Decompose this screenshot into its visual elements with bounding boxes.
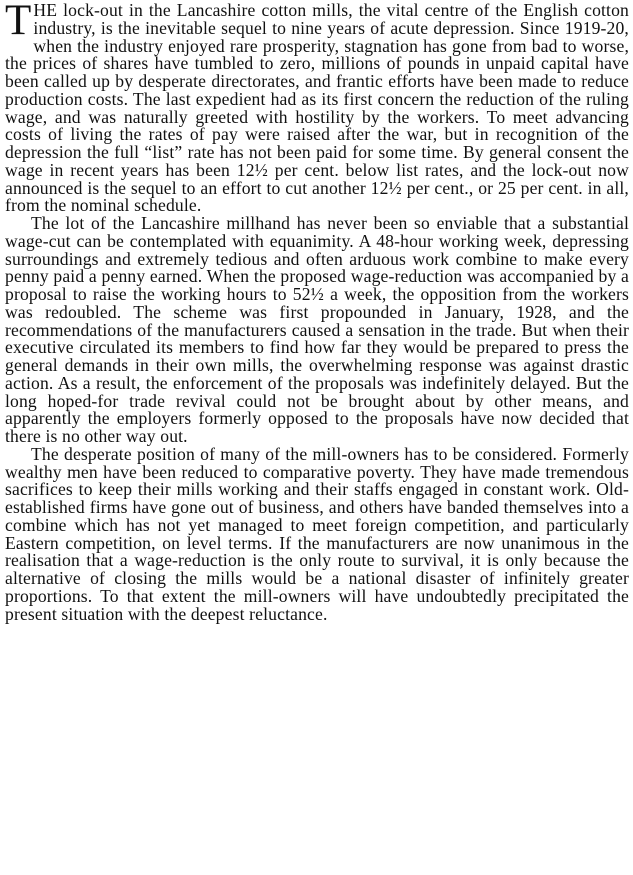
paragraph-2: The lot of the Lancashire millhand has never been so enviable that a substantial wage-cut can be contemplated with equanimity. A 48-hour working week, depressing surroundings and extremely tedious and often arduous work combine to make every penny paid a penny earned. When the proposed wage-reduction was accompanied by a proposal to raise the working hours to 52½ a week, the opposition from the workers was redoubled. The scheme was first propounded in January, 1928, and the recommendations of the manufacturers caused a sensation in the trade. But when their executive circulated its members to find how far they would be prepared to press the general demands in their own mills, the overwhelming response was against drastic action. As a result, the enforcement of the proposals was indefinitely delayed. But the long hoped-for trade revival could not be brought about by other means, and apparently the employers formerly opposed to the proposals have now decided that there is no other way out.	[5, 213, 629, 446]
paragraph-1	[5, 2, 629, 215]
paragraph-1-text: HE lock-out in the Lancashire cotton mills, the vital centre of the English cotton industry, is the inevitable sequel to nine years of acute depression. Since 1919-20, when the industry enjoyed rare prosperity, stagnation has gone from bad to worse, the prices of shares have tumbled to zero, millions of pounds in unpaid capital have been called up by desperate directorates, and frantic efforts have been made to reduce production costs. The last expedient had as its first concern the reduction of the ruling wage, and was naturally greeted with hostility by the workers. To meet advancing costs of living the rates of pay were raised after the war, but in recognition of the depression the full “list” rate has not been paid for some time. By general consent the wage in recent years has been 12½ per cent. below list rates, and the lock-out now announced is the sequel to an effort to cut another 12½ per cent., or 25 per cent. in all, from the nominal schedule.	[5, 0, 629, 216]
article-body	[5, 2, 629, 623]
paragraph-3: The desperate position of many of the mill-owners has to be considered. Formerly wealthy men have been reduced to comparative poverty. They have made tremendous sacrifices to keep their mills working and their staffs engaged in constant work. Old-established firms have gone out of business, and others have banded themselves into a combine which has not yet managed to meet foreign competition, and particularly Eastern competition, on level terms. If the manufacturers are now unanimous in the realisation that a wage-reduction is the only route to survival, it is only because the alternative of closing the mills would be a national disaster of infinitely greater proportions. To that extent the mill-owners will have undoubtedly precipitated the present situation with the deepest reluctance.	[5, 443, 629, 624]
drop-cap: T	[5, 0, 32, 44]
